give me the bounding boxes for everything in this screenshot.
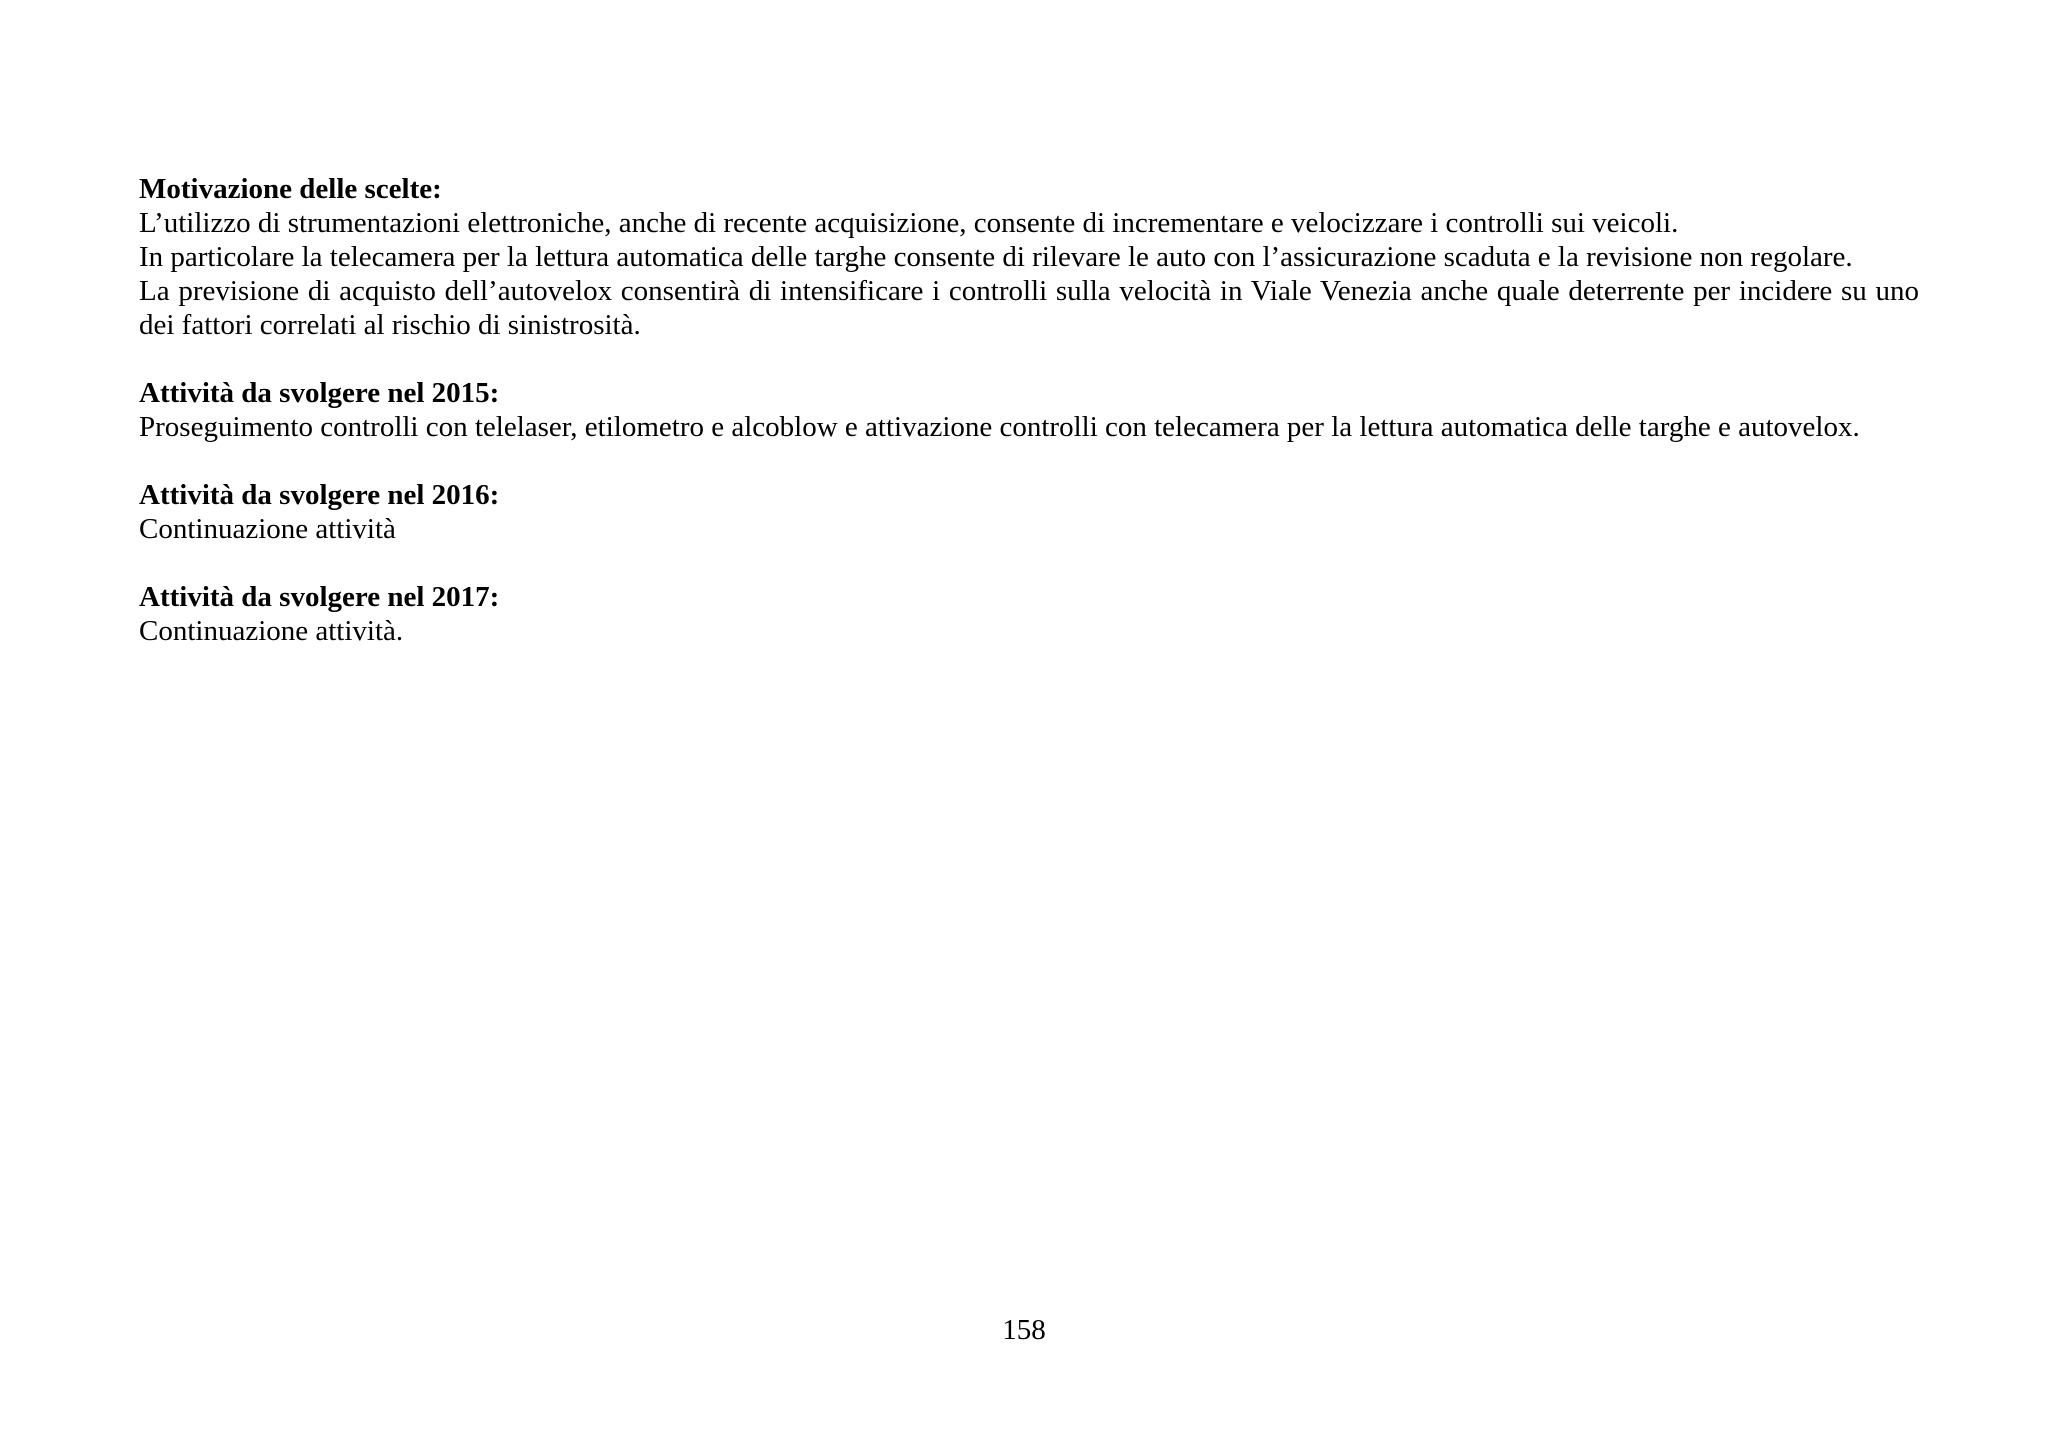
section-heading: Attività da svolgere nel 2016: [139,479,500,511]
section-heading: Attività da svolgere nel 2015: [139,377,500,409]
section-attivita-2017 [139,580,1919,648]
paragraph: Proseguimento controlli con telelaser, etilometro e alcoblow e attivazione controlli con telecamera per la lettura automatica delle targhe e autovelox. [139,411,1860,443]
document-body [139,172,1919,682]
paragraph: Continuazione attività [139,513,396,545]
section-attivita-2016 [139,478,1919,546]
paragraph: In particolare la telecamera per la lettura automatica delle targhe consente di rilevare le auto con l’assicurazione scaduta e la revisione non regolare. [139,241,1853,273]
paragraph: Continuazione attività. [139,615,404,647]
page-number: 158 [1002,1314,1046,1346]
section-motivazione [139,172,1919,342]
section-heading: Motivazione delle scelte: [139,173,442,205]
paragraph: La previsione di acquisto dell’autovelox consentirà di intensificare i controlli sulla velocità in Viale Venezia anche quale deterrente per incidere su uno dei fattori correlati al rischio di sinistrosità. [139,275,1919,341]
section-heading: Attività da svolgere nel 2017: [139,581,500,613]
paragraph: L’utilizzo di strumentazioni elettroniche, anche di recente acquisizione, consente di incrementare e velocizzare i controlli sui veicoli. [139,207,1679,239]
section-attivita-2015 [139,376,1919,444]
